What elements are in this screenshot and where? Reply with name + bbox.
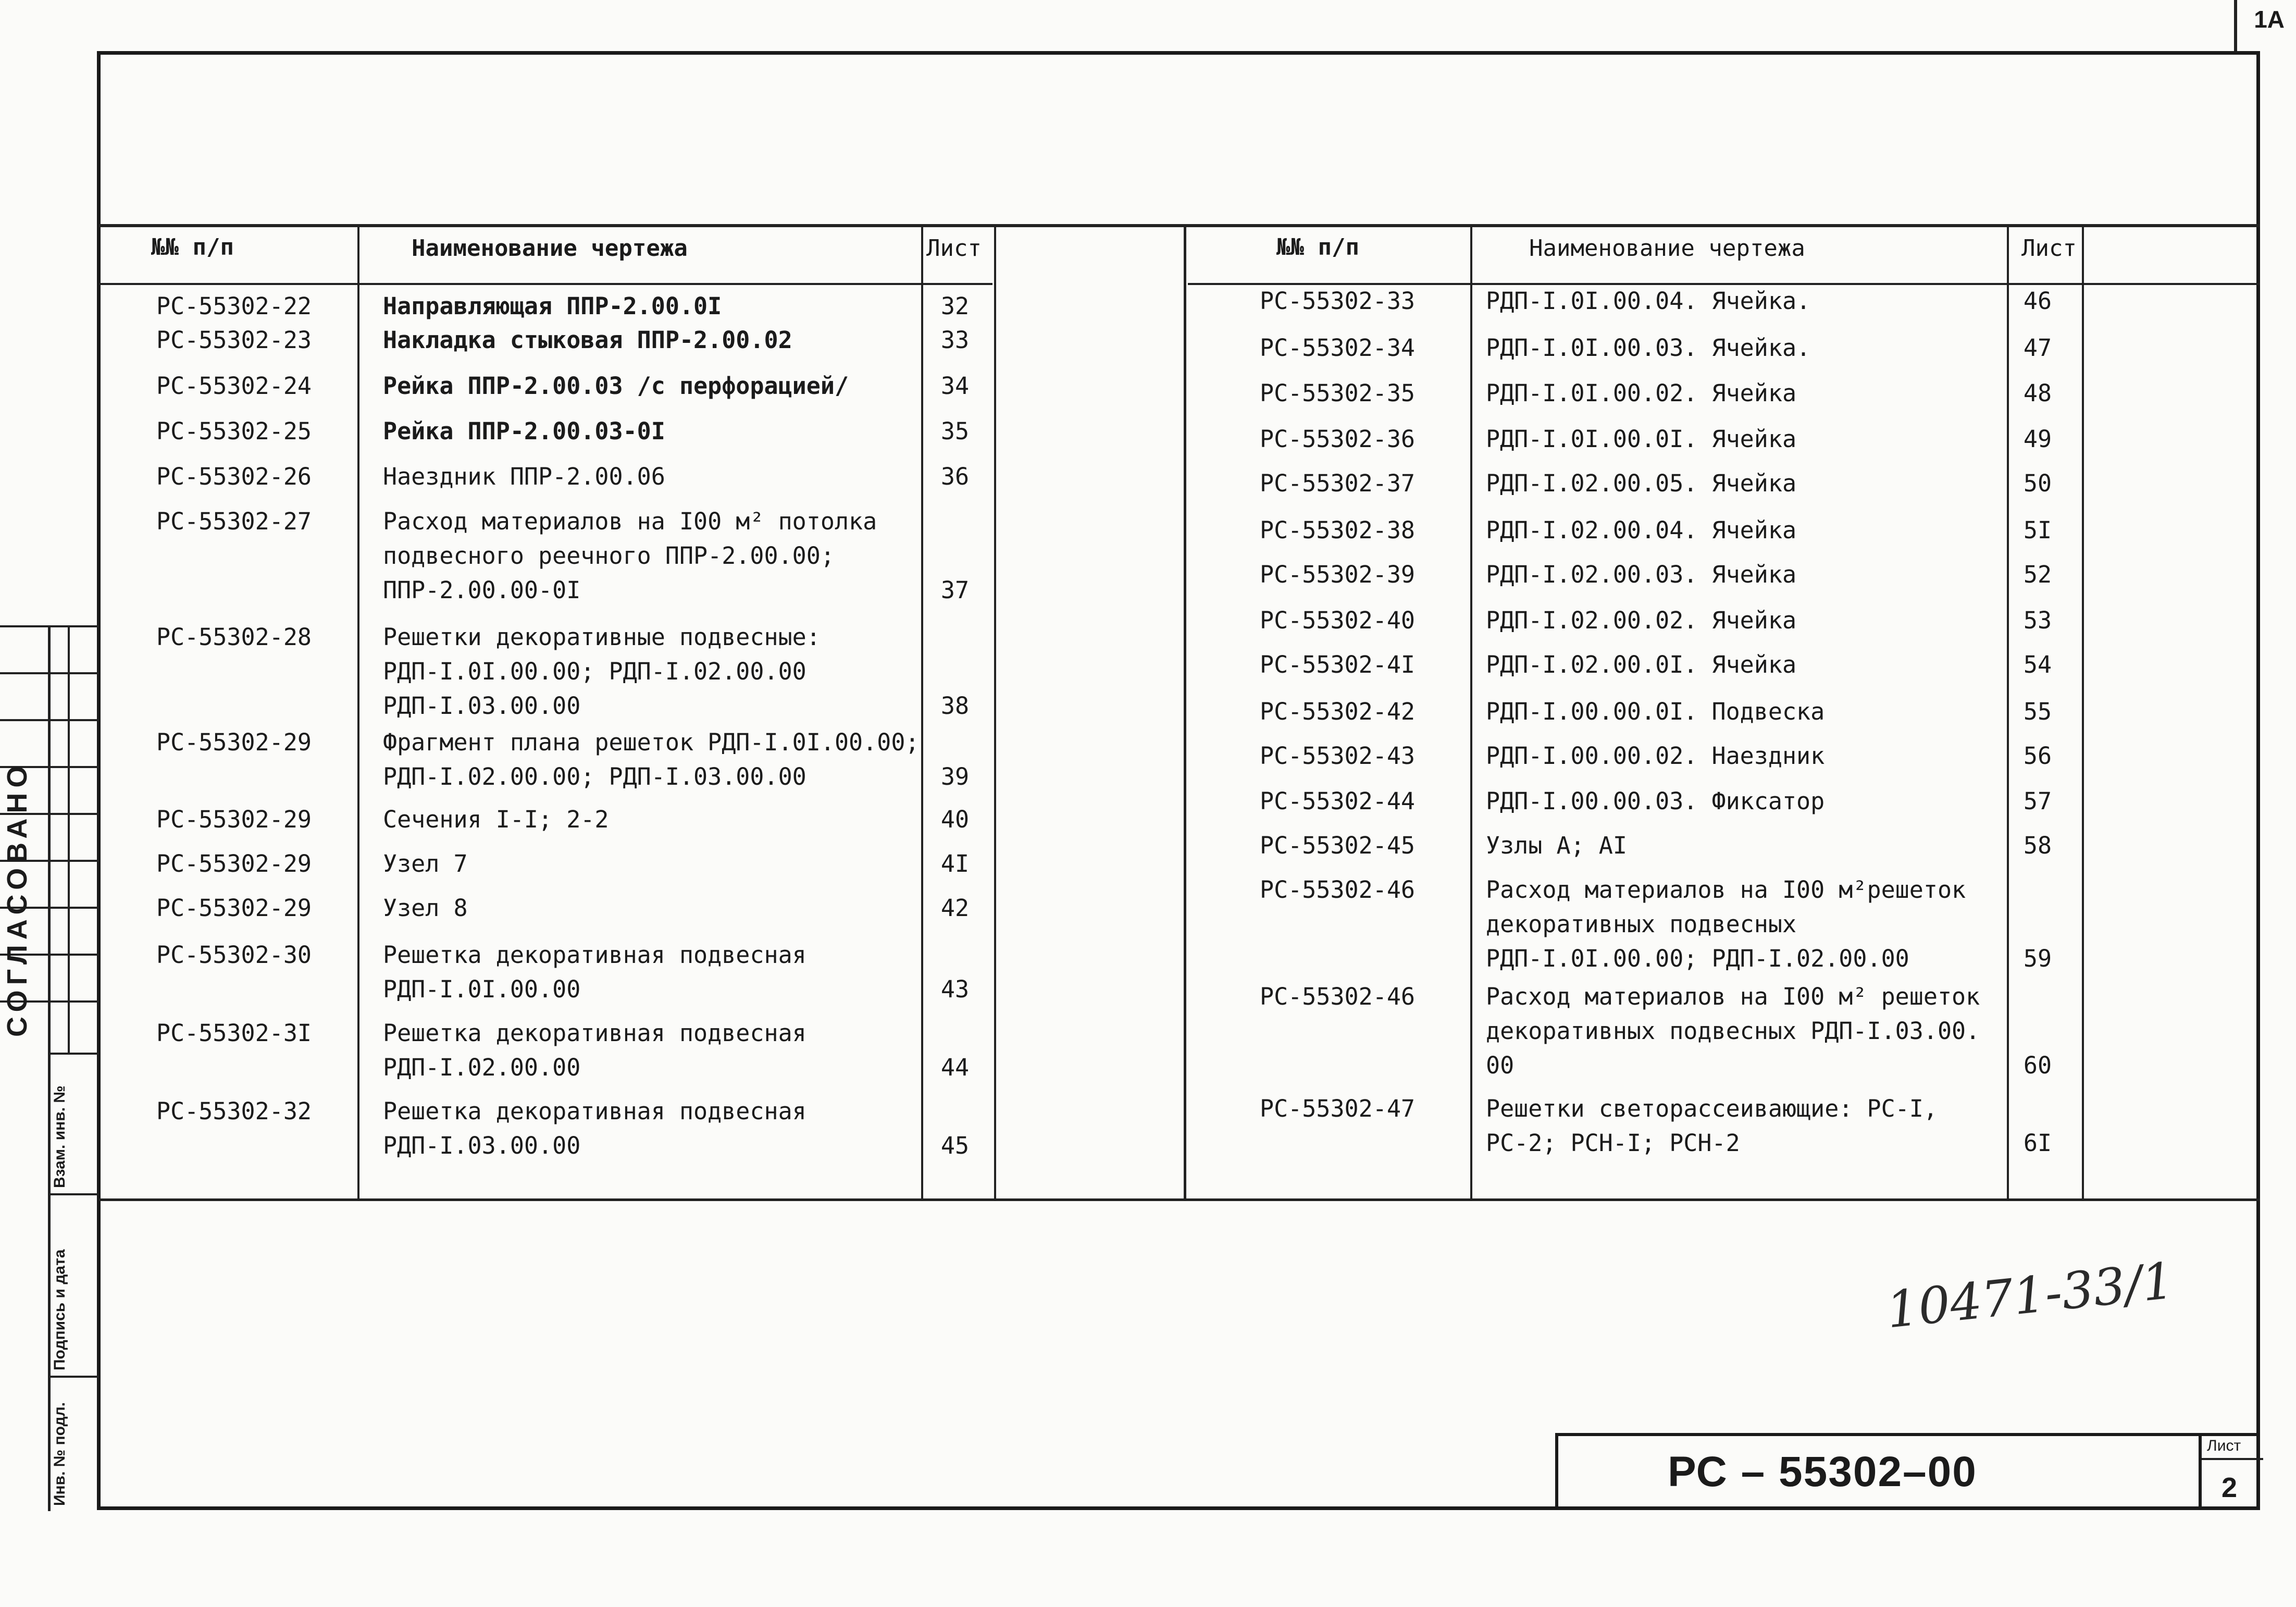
drawing-name-line: РДП-I.02.00.03. Ячейка — [1486, 561, 1797, 588]
sheet-number-cell: 52 — [2023, 561, 2052, 588]
sheet-number-cell: 56 — [2023, 742, 2052, 770]
drawing-code: РС-55302-22 — [156, 292, 312, 320]
drawing-code: РС-55302-23 — [156, 326, 312, 354]
drawing-name-line: декоративных подвесных РДП-I.03.00. — [1486, 1017, 1980, 1045]
sheet-number-cell: 43 — [940, 975, 970, 1003]
drawing-name-line: Решетки светорассеивающие: РС-I, — [1486, 1095, 1938, 1122]
sheet-number-cell: 37 — [940, 576, 970, 604]
drawing-name-line: РДП-I.00.00.0I. Подвеска — [1486, 698, 1825, 725]
sheet-number-cell: 33 — [940, 326, 970, 354]
drawing-name-line: Сечения I-I; 2-2 — [383, 806, 609, 833]
sheet-number-cell: 55 — [2023, 698, 2052, 725]
drawing-name-line: Решетка декоративная подвесная — [383, 941, 806, 969]
table-bottom-line — [99, 1198, 2260, 1201]
document-designation: РС – 55302–00 — [1668, 1448, 1977, 1495]
sheet-number-cell: 54 — [2023, 651, 2052, 678]
drawing-name-line: Узел 8 — [383, 894, 468, 922]
stamp-inv-podl: Инв. № подл. — [51, 1402, 68, 1506]
drawing-name-line: Решетка декоративная подвесная — [383, 1097, 806, 1125]
drawing-name-line: РДП-I.03.00.00 — [383, 692, 581, 720]
drawing-name-line: РДП-I.03.00.00 — [383, 1132, 581, 1159]
drawing-name-line: Узел 7 — [383, 850, 468, 877]
sheet-number-cell: 45 — [940, 1132, 970, 1159]
drawing-name-line: РДП-I.0I.00.0I. Ячейка — [1486, 425, 1797, 453]
drawing-name-line: Наездник ППР-2.00.06 — [383, 463, 665, 490]
drawing-code: РС-55302-28 — [156, 623, 312, 651]
drawing-code: РС-55302-46 — [1260, 983, 1416, 1010]
right-header-sheet: Лист — [2021, 235, 2077, 262]
drawing-name-line: подвесного реечного ППР-2.00.00; — [383, 542, 835, 570]
drawing-code: РС-55302-25 — [156, 417, 312, 445]
drawing-code: РС-55302-27 — [156, 508, 312, 535]
drawing-code: РС-55302-29 — [156, 894, 312, 922]
sheet-number-cell: 60 — [2023, 1052, 2052, 1079]
drawing-name-line: Рейка ППР-2.00.03 /с перфорацией/ — [383, 372, 849, 400]
drawing-code: РС-55302-29 — [156, 728, 312, 756]
drawing-name-line: ППР-2.00.00-0I — [383, 576, 581, 604]
sheet-number-cell: 53 — [2023, 607, 2052, 634]
drawing-name-line: РДП-I.00.00.02. Наездник — [1486, 742, 1825, 770]
drawing-code: РС-55302-39 — [1260, 561, 1416, 588]
sheet-number-cell: 32 — [940, 292, 970, 320]
drawing-code: РС-55302-3I — [156, 1019, 312, 1047]
sheet-number: 2 — [2221, 1472, 2238, 1503]
left-header-sheet: Лист — [926, 235, 982, 262]
drawing-name-line: РДП-I.02.00.02. Ячейка — [1486, 607, 1797, 634]
drawing-name-line: Накладка стыковая ППР-2.00.02 — [383, 326, 792, 354]
drawing-code: РС-55302-32 — [156, 1097, 312, 1125]
drawing-code: РС-55302-37 — [1260, 469, 1416, 497]
sheet-number-cell: 40 — [940, 806, 970, 833]
sheet-number-cell: 36 — [940, 463, 970, 490]
drawing-name-line: РДП-I.02.00.04. Ячейка — [1486, 516, 1797, 544]
drawing-code: РС-55302-30 — [156, 941, 312, 969]
drawing-name-line: Расход материалов на I00 м² потолка — [383, 508, 877, 535]
drawing-name-line: Решетка декоративная подвесная — [383, 1019, 806, 1047]
sheet-number-cell: 44 — [940, 1054, 970, 1081]
sheet-number-cell: 6I — [2023, 1129, 2052, 1157]
corner-label: 1A — [2254, 6, 2285, 33]
drawing-name-line: Фрагмент плана решеток РДП-I.0I.00.00; — [383, 728, 920, 756]
drawing-code: РС-55302-43 — [1260, 742, 1416, 770]
sheet-number-cell: 50 — [2023, 469, 2052, 497]
drawing-name-line: Рейка ППР-2.00.03-0I — [383, 417, 665, 445]
sheet-number-cell: 58 — [2023, 832, 2052, 859]
drawing-code: РС-55302-40 — [1260, 607, 1416, 634]
drawing-code: РС-55302-47 — [1260, 1095, 1416, 1122]
drawing-code: РС-55302-38 — [1260, 516, 1416, 544]
drawing-name-line: 00 — [1486, 1052, 1515, 1079]
drawing-code: РС-55302-46 — [1260, 876, 1416, 904]
drawing-name-line: Решетки декоративные подвесные: — [383, 623, 821, 651]
sheet-box — [2199, 1433, 2260, 1510]
right-header-number: №№ п/п — [1276, 234, 1359, 261]
stamp-agreed: СОГЛАСОВАНО — [2, 760, 33, 1037]
stamp-sign-date: Подпись и дата — [51, 1249, 68, 1370]
drawing-code: РС-55302-42 — [1260, 698, 1416, 725]
drawing-name-line: декоративных подвесных — [1486, 910, 1797, 938]
sheet-number-cell: 49 — [2023, 425, 2052, 453]
drawing-name-line: Расход материалов на I00 м²решеток — [1486, 876, 1966, 904]
right-header-name: Наименование чертежа — [1529, 235, 1805, 262]
drawing-name-line: РДП-I.02.00.0I. Ячейка — [1486, 651, 1797, 678]
sheet-number-cell: 39 — [940, 763, 970, 790]
drawing-name-line: Направляющая ППР-2.00.0I — [383, 292, 722, 320]
drawing-name-line: РДП-I.0I.00.00 — [383, 975, 581, 1003]
stamp-vzam-inv: Взам. инв. № — [51, 1085, 68, 1188]
drawing-code: РС-55302-35 — [1260, 379, 1416, 407]
drawing-name-line: РДП-I.00.00.03. Фиксатор — [1486, 787, 1825, 815]
left-header-number: №№ п/п — [151, 234, 234, 261]
drawing-name-line: РДП-I.0I.00.00; РДП-I.02.00.00 — [1486, 945, 1909, 972]
drawing-code: РС-55302-24 — [156, 372, 312, 400]
handwritten-note: 10471-33/1 — [1883, 1251, 2177, 1340]
drawing-name-line: РС-2; РСН-I; РСН-2 — [1486, 1129, 1740, 1157]
sheet-number-cell: 47 — [2023, 334, 2052, 362]
drawing-code: РС-55302-33 — [1260, 287, 1416, 315]
title-block — [1555, 1433, 2209, 1507]
drawing-name-line: РДП-I.0I.00.04. Ячейка. — [1486, 287, 1811, 315]
sheet-number-cell: 48 — [2023, 379, 2052, 407]
drawing-code: РС-55302-45 — [1260, 832, 1416, 859]
sheet-number-cell: 57 — [2023, 787, 2052, 815]
drawing-code: РС-55302-44 — [1260, 787, 1416, 815]
table-top-line — [99, 224, 2260, 227]
drawing-code: РС-55302-26 — [156, 463, 312, 490]
drawing-code: РС-55302-29 — [156, 806, 312, 833]
drawing-name-line: РДП-I.02.00.05. Ячейка — [1486, 469, 1797, 497]
sheet-number-cell: 46 — [2023, 287, 2052, 315]
drawing-code: РС-55302-4I — [1260, 651, 1416, 678]
drawing-name-line: РДП-I.0I.00.02. Ячейка — [1486, 379, 1797, 407]
drawing-name-line: РДП-I.02.00.00; РДП-I.03.00.00 — [383, 763, 806, 790]
sheet-number-cell: 35 — [940, 417, 970, 445]
sheet-number-cell: 5I — [2023, 516, 2052, 544]
drawing-name-line: Расход материалов на I00 м² решеток — [1486, 983, 1980, 1010]
sheet-number-cell: 42 — [940, 894, 970, 922]
sheet-number-cell: 38 — [940, 692, 970, 720]
sheet-number-cell: 34 — [940, 372, 970, 400]
drawing-name-line: РДП-I.02.00.00 — [383, 1054, 581, 1081]
drawing-name-line: РДП-I.0I.00.00; РДП-I.02.00.00 — [383, 658, 806, 685]
drawing-code: РС-55302-34 — [1260, 334, 1416, 362]
drawing-code: РС-55302-29 — [156, 850, 312, 877]
drawing-code: РС-55302-36 — [1260, 425, 1416, 453]
sheet-label: Лист — [2207, 1437, 2241, 1454]
sheet-number-cell: 4I — [940, 850, 970, 877]
left-header-name: Наименование чертежа — [412, 235, 688, 262]
sheet-number-cell: 59 — [2023, 945, 2052, 972]
drawing-name-line: РДП-I.0I.00.03. Ячейка. — [1486, 334, 1811, 362]
drawing-name-line: Узлы А; АI — [1486, 832, 1627, 859]
